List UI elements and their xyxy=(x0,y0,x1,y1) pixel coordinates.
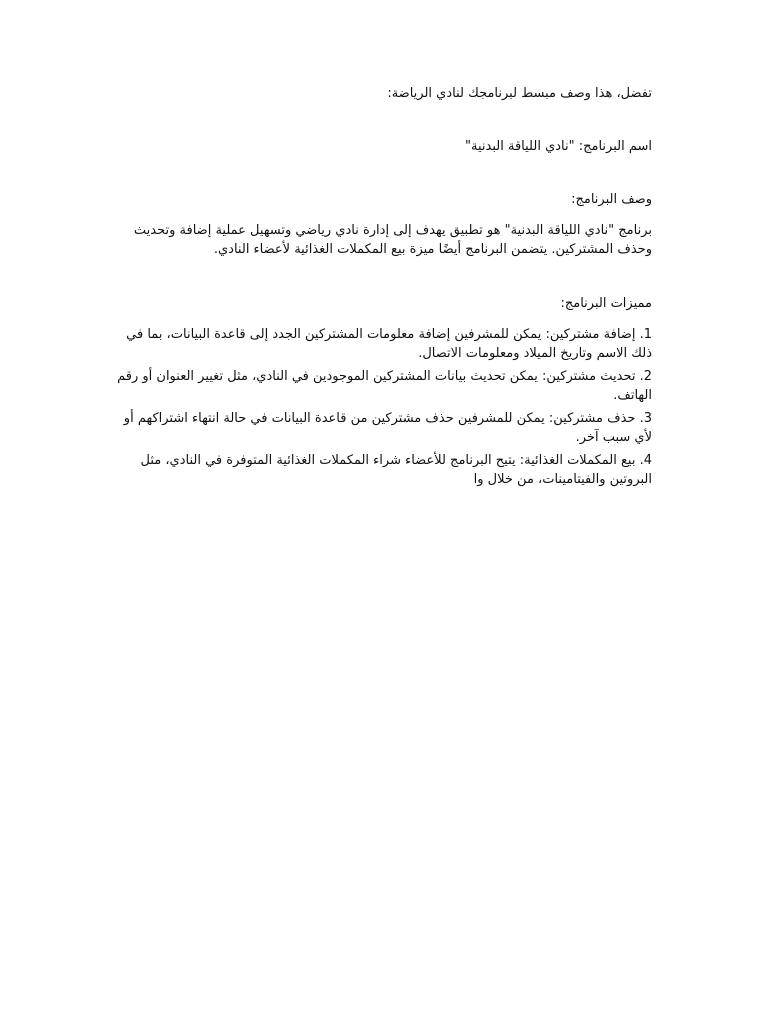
document-page xyxy=(112,84,652,493)
feature-item-update-members: 2. تحديث مشتركين: يمكن تحديث بيانات المشتركين الموجودين في النادي، مثل تغيير العنوان أو رقم الهاتف. xyxy=(117,369,652,403)
intro-paragraph: تفضل، هذا وصف مبسط لبرنامجك لنادي الرياضة: xyxy=(387,86,652,101)
features-heading: مميزات البرنامج: xyxy=(560,296,652,311)
feature-item-sell-supplements: 4. بيع المكملات الغذائية: يتيح البرنامج للأعضاء شراء المكملات الغذائية المتوفرة في النادي، مثل البروتين والفيتامينات، من خلال وا xyxy=(140,453,652,487)
description-body: برنامج "نادي اللياقة البدنية" هو تطبيق يهدف إلى إدارة نادي رياضي وتسهيل عملية إضافة وتحديث وحذف المشتركين. يتضمن البرنامج أيضًا ميزة بيع المكملات الغذائية لأعضاء النادي. xyxy=(133,223,652,257)
program-name-line: اسم البرنامج: "نادي اللياقة البدنية" xyxy=(465,139,652,154)
features-list xyxy=(112,325,652,489)
description-heading: وصف البرنامج: xyxy=(571,192,652,207)
feature-item-delete-members: 3. حذف مشتركين: يمكن للمشرفين حذف مشتركين من قاعدة البيانات في حالة انتهاء اشتراكهم أو لأي سبب آخر. xyxy=(123,411,652,445)
feature-item-add-members: 1. إضافة مشتركين: يمكن للمشرفين إضافة معلومات المشتركين الجدد إلى قاعدة البيانات، بما في ذلك الاسم وتاريخ الميلاد ومعلومات الاتصال. xyxy=(126,327,652,361)
